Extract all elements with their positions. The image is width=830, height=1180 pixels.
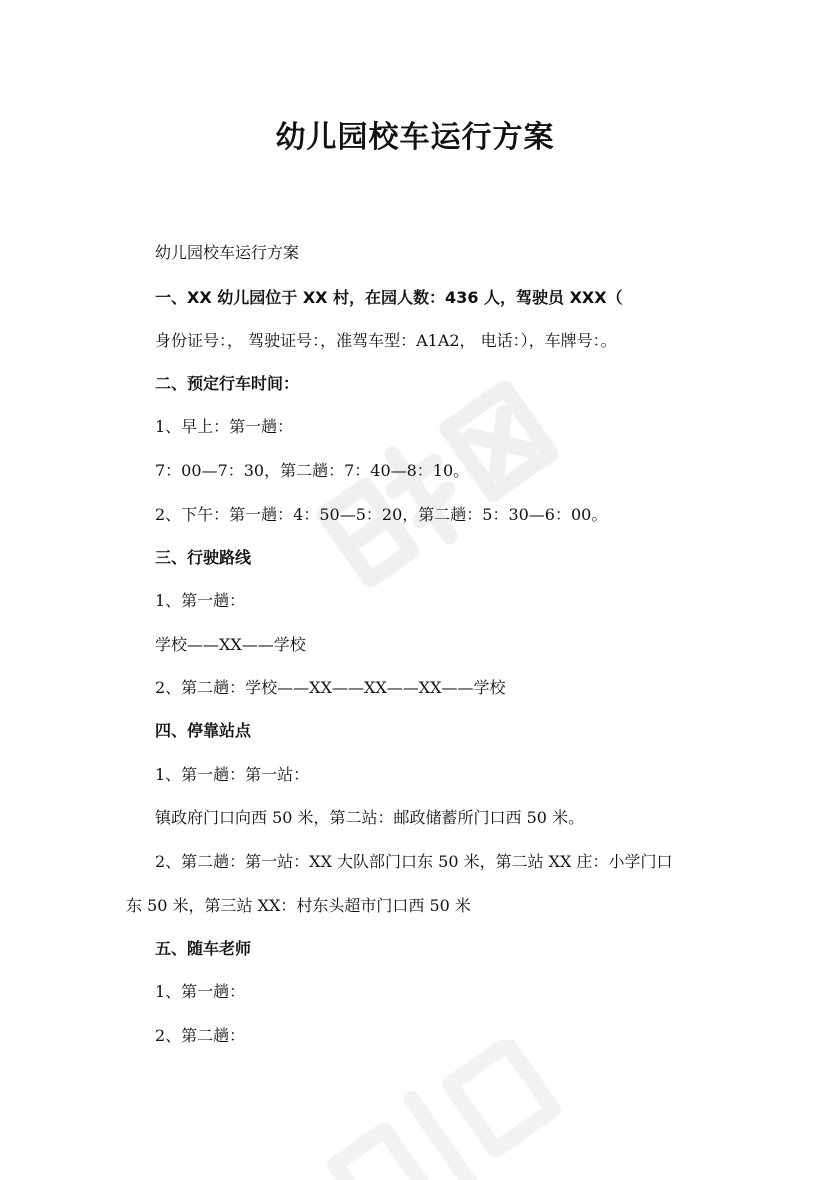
section-heading-3: 三、行驶路线 (155, 548, 252, 567)
section-heading-2: 二、预定行车时间： (155, 374, 300, 393)
body-line-route-2: 2、第二趟：学校——XX——XX——XX——学校 (155, 678, 506, 697)
body-line-stops-2: 2、第二趟：第一站：XX 大队部门口东 50 米，第二站 XX 庄：小学门口 (155, 852, 673, 871)
body-line-morning: 1、早上：第一趟： (155, 417, 294, 436)
watermark-graphic-bottom (300, 1040, 580, 1180)
body-line-teacher-2: 2、第二趟： (155, 1026, 246, 1045)
subtitle-line: 幼儿园校车运行方案 (155, 243, 300, 262)
body-line-afternoon: 2、下午：第一趟：4：50—5：20，第二趟：5：30—6：00。 (155, 505, 608, 524)
body-line-route-1-path: 学校——XX——学校 (155, 635, 306, 654)
body-line-id-info: 身份证号：， 驾驶证号：，准驾车型：A1A2， 电话：），车牌号：。 (155, 331, 617, 350)
section-heading-5: 五、随车老师 (155, 939, 252, 958)
section-heading-4: 四、停靠站点 (155, 721, 252, 740)
body-line-morning-times: 7：00—7：30，第二趟：7：40—8：10。 (155, 461, 470, 480)
body-line-stops-2-cont: 东 50 米，第三站 XX：村东头超市门口西 50 米 (126, 896, 471, 915)
body-line-teacher-1: 1、第一趟： (155, 982, 246, 1001)
body-line-stops-1-detail: 镇政府门口向西 50 米，第二站：邮政储蓄所门口西 50 米。 (155, 808, 585, 827)
section-heading-1: 一、XX 幼儿园位于 XX 村，在园人数：436 人，驾驶员 XXX（ (155, 288, 623, 307)
body-line-route-1: 1、第一趟： (155, 591, 246, 610)
document-title: 幼儿园校车运行方案 (275, 120, 555, 155)
body-line-stops-1: 1、第一趟：第一站： (155, 765, 310, 784)
